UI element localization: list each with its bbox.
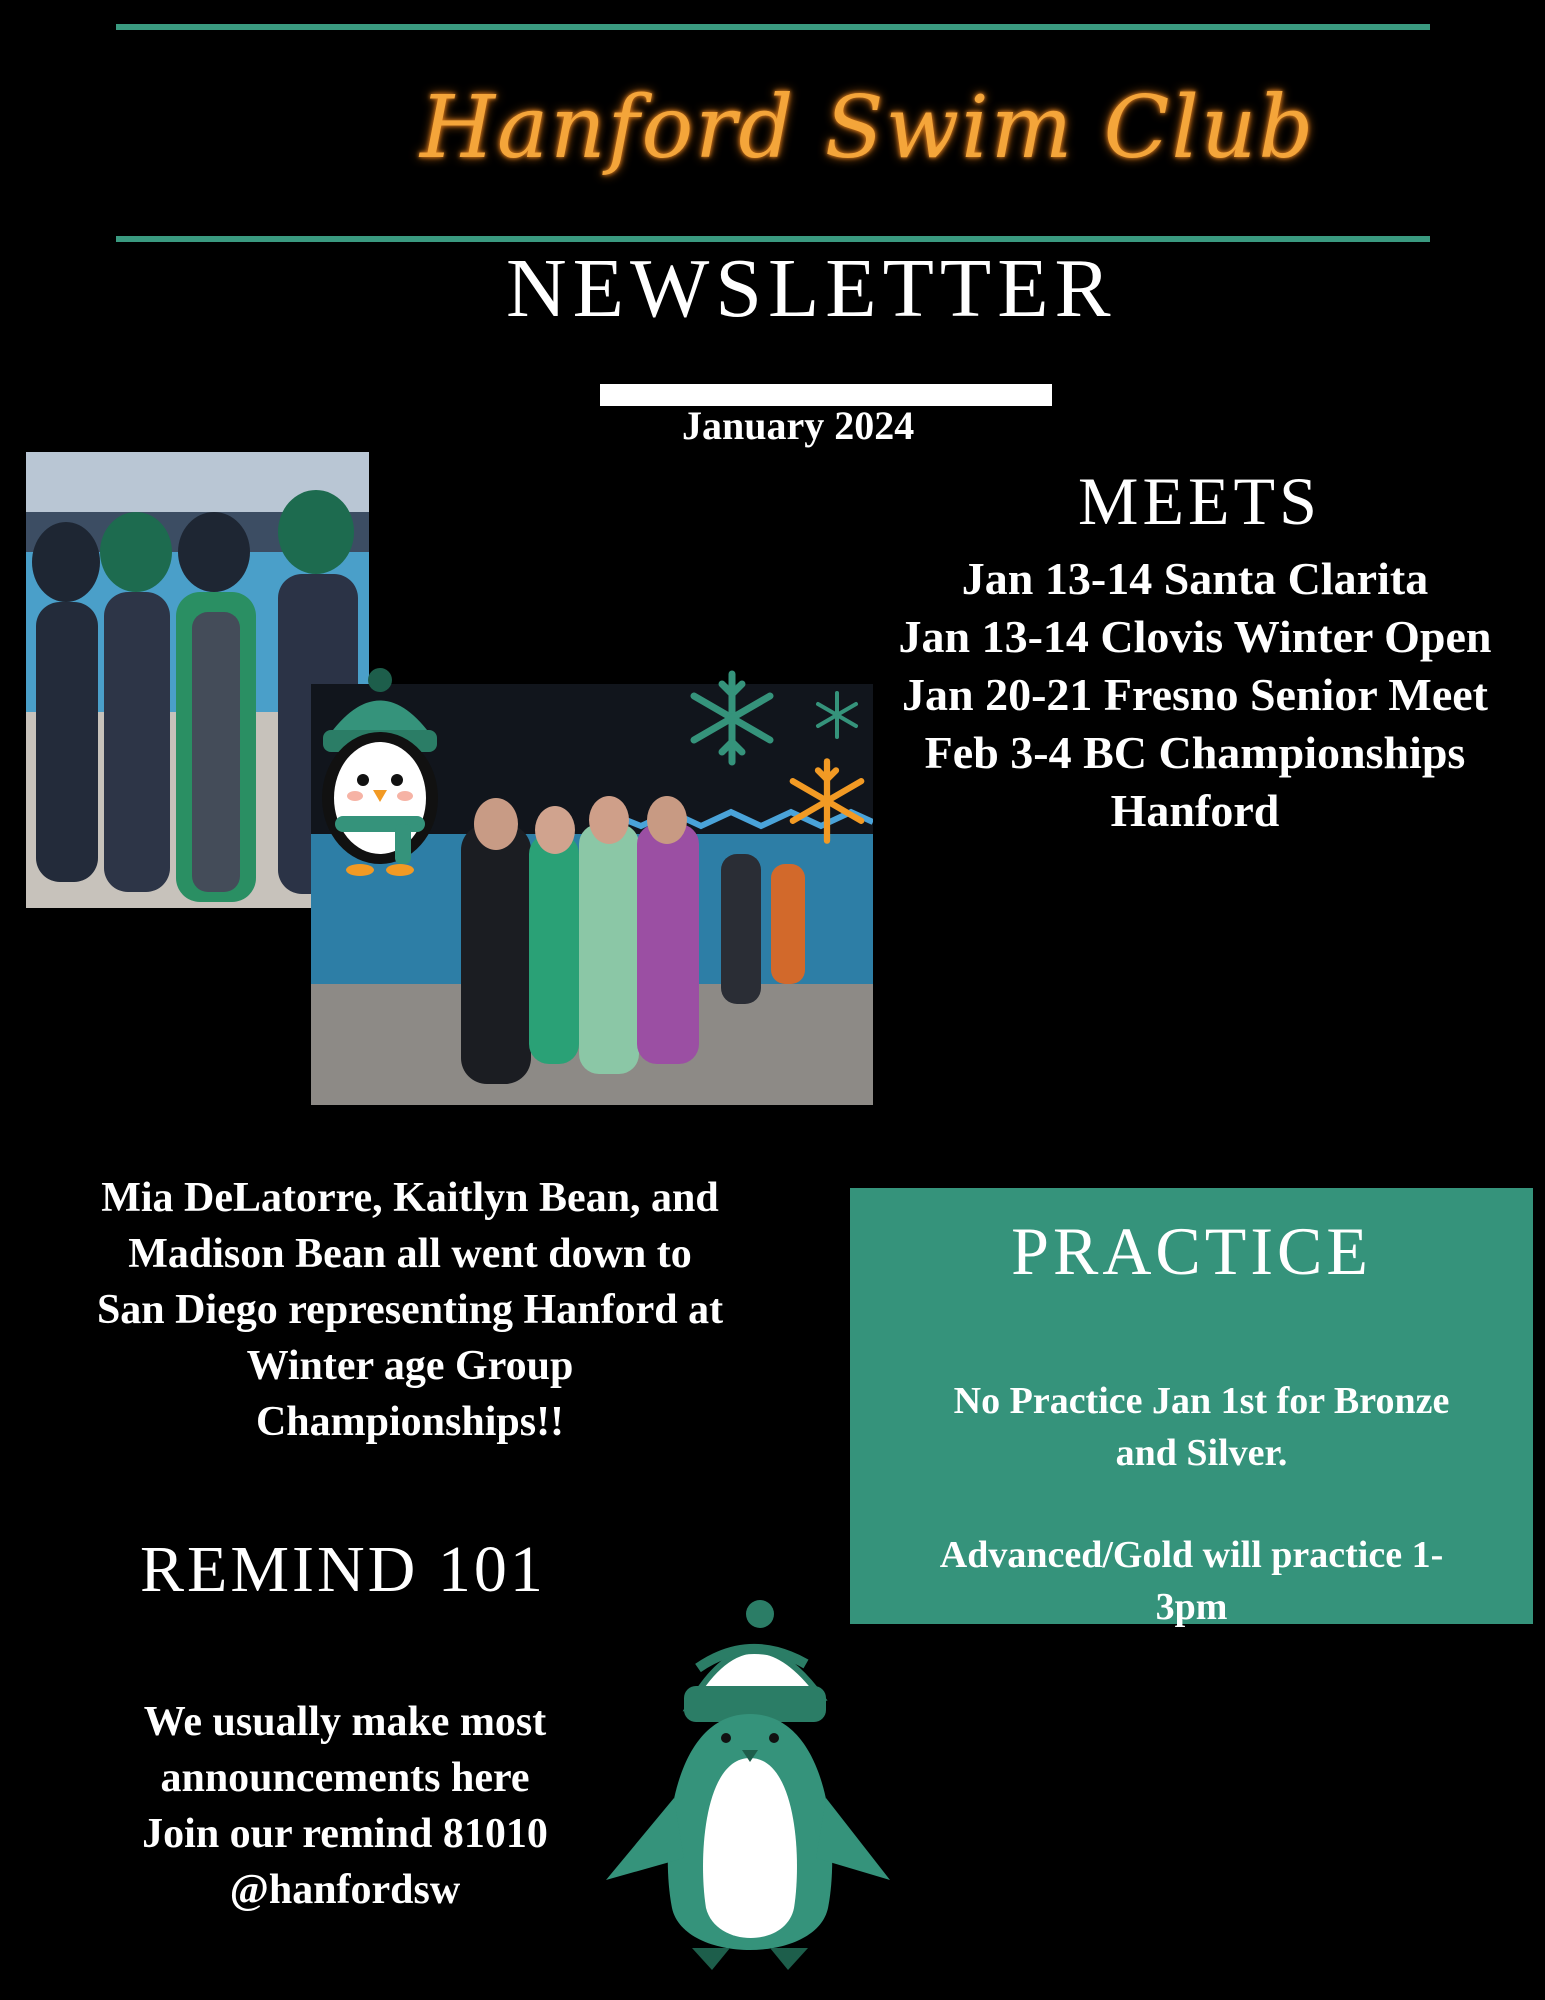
remind-line: @hanfordsw xyxy=(229,1867,461,1913)
practice-heading: PRACTICE xyxy=(1011,1213,1372,1289)
blurb-line: Madison Bean all went down to xyxy=(128,1231,692,1277)
practice-note-1 xyxy=(850,1375,1533,1479)
practice-note-line: and Silver. xyxy=(1115,1432,1288,1474)
remind-text xyxy=(60,1694,630,1918)
issue-date: January 2024 xyxy=(682,403,915,448)
blurb-line: Championships!! xyxy=(255,1399,565,1445)
penguin-icon xyxy=(305,668,455,878)
club-name-script: Hanford Swim Club xyxy=(420,78,1316,178)
meet-item: Jan 13-14 Santa Clarita xyxy=(961,553,1429,604)
snowflake-icon xyxy=(682,668,782,768)
practice-box xyxy=(850,1188,1533,1628)
championships-blurb xyxy=(20,1170,800,1450)
blurb-line: San Diego representing Hanford at xyxy=(96,1287,724,1333)
blurb-line: Mia DeLatorre, Kaitlyn Bean, and xyxy=(101,1175,719,1221)
practice-note-2 xyxy=(850,1529,1533,1633)
blurb-line: Winter age Group xyxy=(246,1343,574,1389)
penguin-icon xyxy=(600,1598,890,1988)
meet-item: Jan 13-14 Clovis Winter Open xyxy=(898,611,1492,662)
practice-note-line: 3pm xyxy=(1155,1586,1228,1628)
meet-item: Hanford xyxy=(1110,785,1280,836)
remind-heading: REMIND 101 xyxy=(140,1533,546,1606)
newsletter-title: NEWSLETTER xyxy=(506,242,1117,335)
remind-line: Join our remind 81010 xyxy=(142,1811,548,1857)
meets-heading: MEETS xyxy=(1078,463,1321,539)
meet-item: Jan 20-21 Fresno Senior Meet xyxy=(901,669,1488,720)
meet-item: Feb 3-4 BC Championships xyxy=(924,727,1466,778)
remind-line: announcements here xyxy=(160,1755,530,1801)
practice-note-line: Advanced/Gold will practice 1- xyxy=(939,1534,1444,1576)
remind-line: We usually make most xyxy=(143,1699,547,1745)
practice-note-line: No Practice Jan 1st for Bronze xyxy=(953,1380,1450,1422)
top-rule xyxy=(116,24,1430,30)
meets-list xyxy=(850,550,1540,840)
